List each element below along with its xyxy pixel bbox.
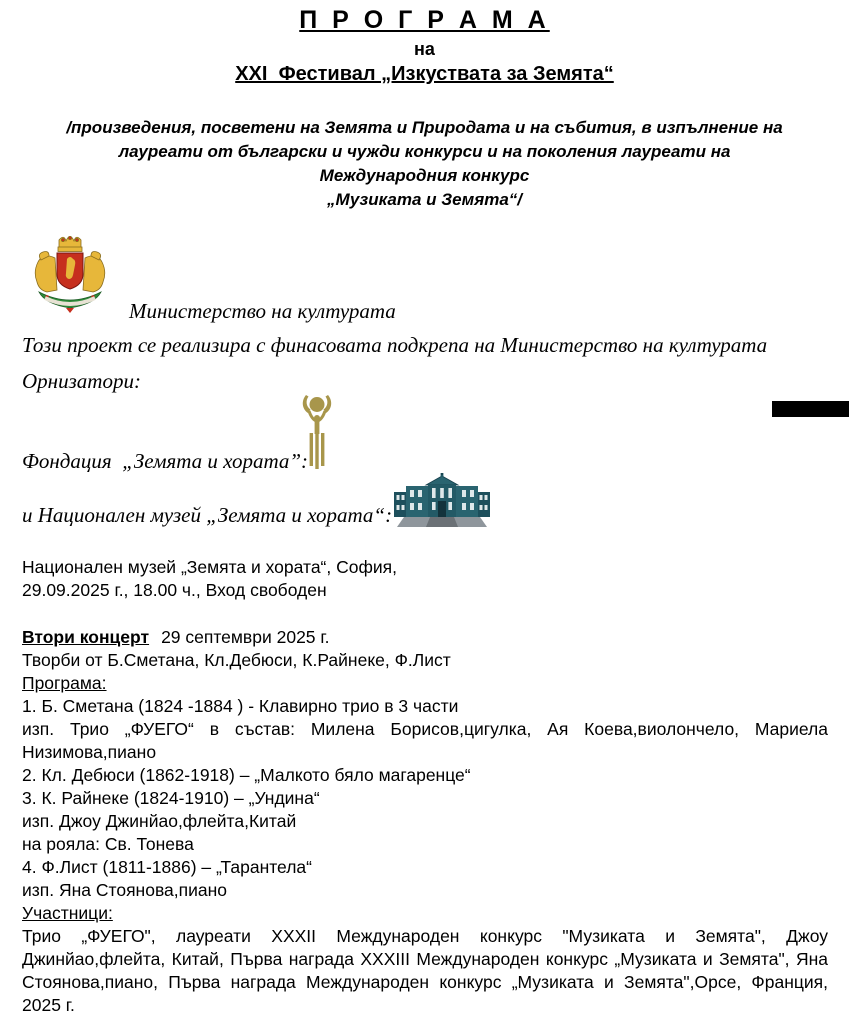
concert-program-block	[22, 626, 828, 1017]
concert-date: 29 септември 2025 г.	[161, 627, 330, 647]
organizers-label: Орнизатори:	[22, 369, 141, 393]
museum-building-icon	[394, 473, 490, 535]
event-venue-block	[22, 556, 828, 602]
program-item: на рояла: Св. Тонева	[22, 834, 194, 854]
program-label-row	[22, 672, 828, 695]
title-preposition: на	[414, 39, 435, 59]
participants-text: Трио „ФУЕГО", лауреати XXXII Международен конкурс "Музиката и Земята", Джоу Джинйао,флейта, Китай, Първа награда XXXIII Международен конкурс „Музиката и Земята", Яна Стоянова,пиано, Първа награда Международен конкурс „Музиката и Земята",Орсе, Франция, 2025 г.	[22, 926, 828, 1015]
program-item: 3. К. Райнеке (1824-1910) – „Ундина“	[22, 788, 320, 808]
program-item: изп. Трио „ФУЕГО“ в състав: Милена Борисов,цигулка, Ая Коева,виолончело, Мариела Низимова,пиано	[22, 719, 828, 762]
festival-title: XXI Фестивал „Изкуствата за Земята“	[235, 63, 614, 85]
document-title: П Р О Г Р А М А	[299, 6, 550, 34]
program-item: 4. Ф.Лист (1811-1886) – „Тарантела“	[22, 857, 312, 877]
foundation-line: Фондация „Земята и хората”:	[22, 449, 309, 473]
description-line-1: /произведения, посветени на Земята и Природата и на събития, в изпълнение на	[66, 118, 783, 137]
program-item: 2. Кл. Дебюси (1862-1918) – „Малкото бяло магаренце“	[22, 765, 471, 785]
works-line: Творби от Б.Сметана, Кл.Дебюси, К.Райнеке, Ф.Лист	[22, 650, 451, 670]
concert-heading: Втори концерт	[22, 627, 150, 647]
concert-heading-row	[22, 626, 828, 649]
program-item: изп. Джоу Джинйао,флейта,Китай	[22, 811, 297, 831]
ministry-label: Министерство на културата	[129, 299, 396, 323]
national-museum-line: и Национален музей „Земята и хората“:	[22, 503, 393, 527]
redaction-bar	[772, 401, 849, 417]
bulgaria-coat-of-arms-icon	[25, 232, 115, 323]
description-line-4: „Музиката и Земята“/	[326, 190, 523, 209]
program-label: Програма:	[22, 673, 107, 693]
description-line-3: Международния конкурс	[319, 166, 530, 185]
festival-description	[0, 116, 849, 212]
participants-label-row	[22, 902, 828, 925]
financial-support-line: Този проект се реализира с финасовата подкрепа на Министерство на културата	[22, 333, 768, 357]
datetime-line: 29.09.2025 г., 18.00 ч., Вход свободен	[22, 580, 327, 600]
description-line-2: лауреати от български и чужди конкурси и на поколения лауреати на	[118, 142, 731, 161]
program-item: 1. Б. Сметана (1824 -1884 ) - Клавирно трио в 3 части	[22, 696, 459, 716]
venue-line: Национален музей „Земята и хората“, София,	[22, 557, 397, 577]
participants-label: Участници:	[22, 903, 113, 923]
program-item: изп. Яна Стоянова,пиано	[22, 880, 228, 900]
